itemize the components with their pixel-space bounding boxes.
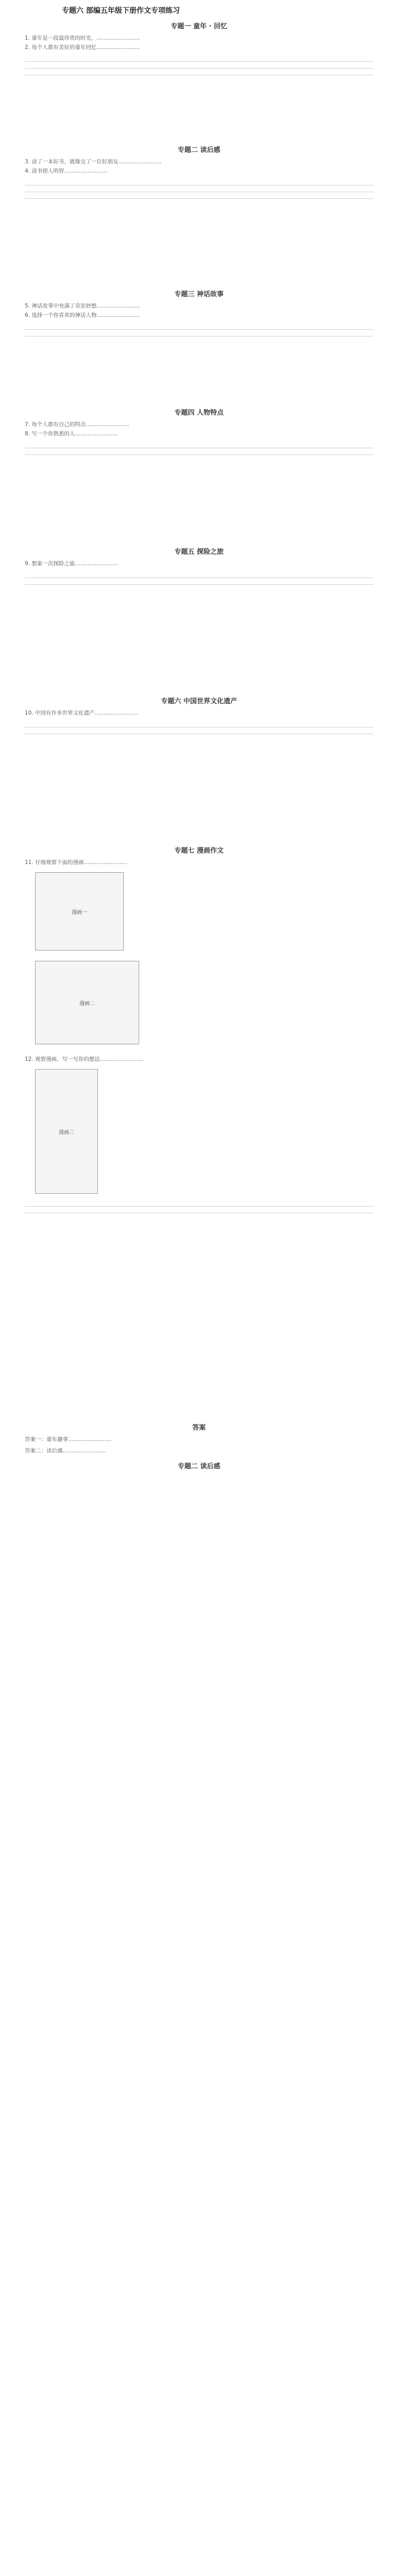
para-1: 1. 童年是一段最珍贵的时光，…………………… — [25, 35, 140, 41]
answer-line — [25, 727, 373, 734]
answers-subheading: 专题二 读后感 — [177, 1463, 221, 1470]
section-4-heading: 专题四 人物特点 — [174, 409, 224, 417]
answer-line — [25, 192, 373, 199]
answer-1: 答案一：童年趣事…………………… — [25, 1436, 111, 1443]
section-3 — [25, 289, 373, 336]
section-6 — [25, 696, 373, 734]
answer-line — [25, 185, 373, 192]
answer-line — [25, 179, 373, 185]
answer-line — [25, 448, 373, 455]
comic-3-caption: 漫画三 — [59, 1129, 74, 1136]
comic-3 — [35, 1069, 98, 1194]
answer-line — [25, 62, 373, 69]
para-2: 2. 每个人都有美好的童年回忆…………………… — [25, 44, 140, 50]
section-3-heading: 专题三 神话故事 — [174, 291, 224, 298]
answers-heading: 答案 — [192, 1424, 206, 1432]
comic-1-caption: 漫画一 — [72, 909, 87, 916]
para-5: 5. 神话故事中充满了奇思妙想…………………… — [25, 303, 140, 309]
answer-line — [25, 69, 373, 75]
answer-2: 答案二：读后感…………………… — [25, 1448, 106, 1454]
para-6: 6. 选择一个你喜欢的神话人物…………………… — [25, 312, 140, 318]
answer-line — [25, 571, 373, 578]
section-5-heading: 专题五 探险之旅 — [174, 548, 224, 556]
para-7: 7. 每个人都有自己的特点…………………… — [25, 421, 129, 428]
answer-line — [25, 721, 373, 727]
comic-2 — [35, 961, 139, 1044]
section-5 — [25, 546, 373, 585]
para-12: 12. 观察漫画，写一写你的想法…………………… — [25, 1056, 144, 1062]
para-11: 11. 仔细观察下面的漫画…………………… — [25, 859, 127, 866]
answers — [25, 1422, 373, 1470]
comic-2-caption: 漫画二 — [79, 1001, 95, 1007]
answer-line — [25, 1200, 373, 1207]
answer-line — [25, 1207, 373, 1213]
answer-line — [25, 578, 373, 585]
doc-title — [62, 5, 340, 15]
section-6-heading: 专题六 中国世界文化遗产 — [161, 698, 237, 705]
comic-1 — [35, 872, 124, 951]
para-4: 4. 读书使人明智…………………… — [25, 168, 108, 174]
para-10: 10. 中国有许多世界文化遗产…………………… — [25, 710, 138, 716]
section-2 — [25, 144, 373, 199]
answer-line — [25, 55, 373, 62]
section-1 — [25, 21, 373, 75]
answer-line — [25, 442, 373, 448]
section-7 — [25, 845, 373, 1213]
section-4 — [25, 407, 373, 455]
section-2-heading: 专题二 读后感 — [177, 146, 221, 154]
para-8: 8. 写一个你熟悉的人…………………… — [25, 431, 119, 437]
answer-line — [25, 330, 373, 336]
para-3: 3. 读了一本好书，就像交了一位好朋友…………………… — [25, 159, 162, 165]
answer-line — [25, 323, 373, 330]
para-9: 9. 想象一次探险之旅…………………… — [25, 561, 119, 567]
section-7-heading: 专题七 漫画作文 — [174, 847, 224, 855]
doc-title-text: 专题六 部编五年级下册作文专项练习 — [62, 7, 180, 15]
section-1-heading: 专题一 童年 · 回忆 — [171, 23, 227, 30]
